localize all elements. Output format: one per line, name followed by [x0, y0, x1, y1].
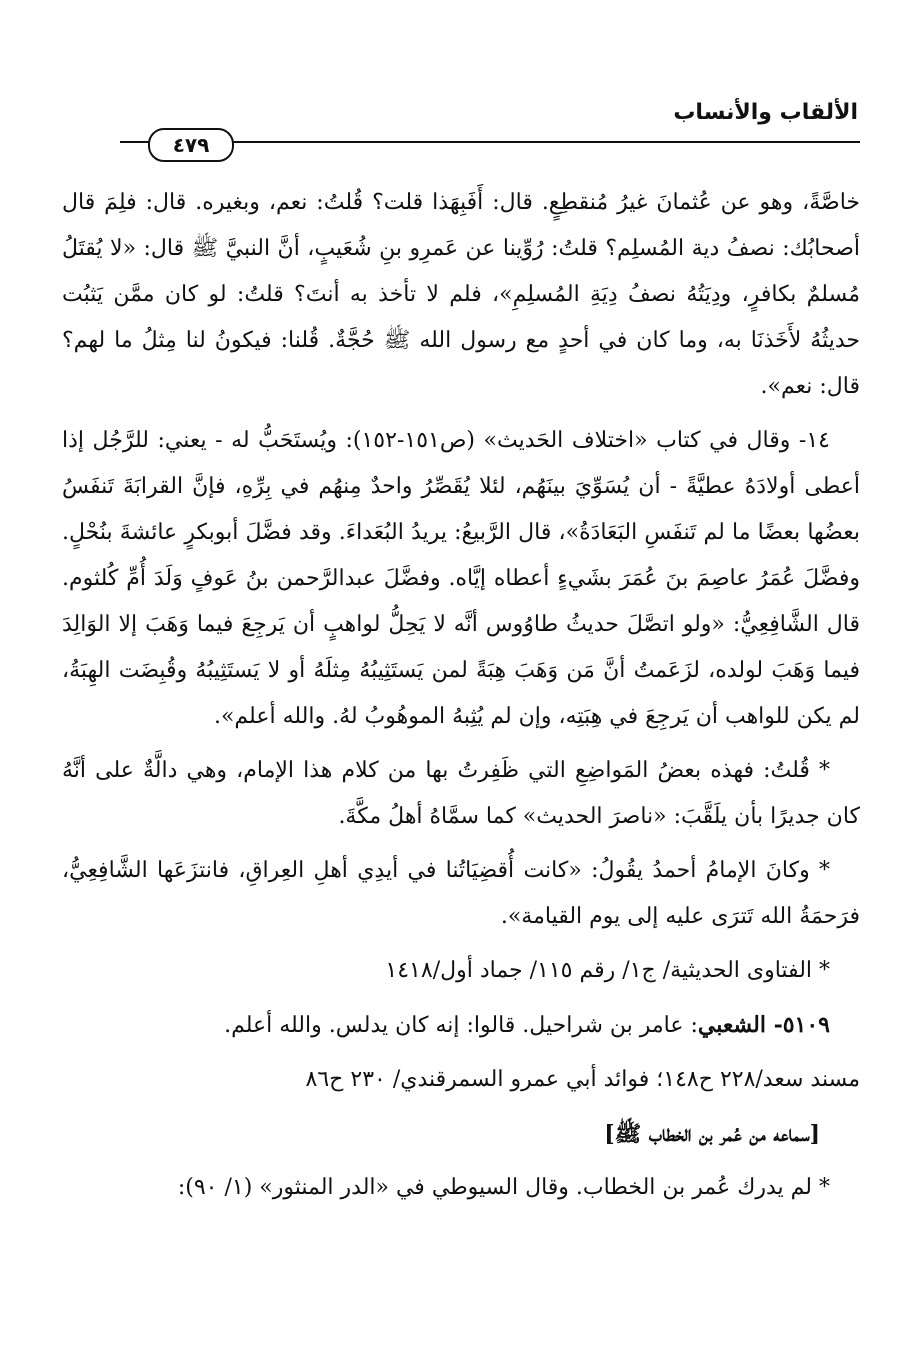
paragraph-2: ١٤- وقال في كتاب «اختلاف الحَديث» (ص١٥١-١٥٢): ويُستَحَبُّ له - يعني: للرَّجُل إذا أعطى أولادَهُ عطيَّةً - أن يُسَوِّيَ بينَهُم، لئلا يُقَصِّرُ واحدٌ مِنهُم في بِرِّهِ، فإنَّ القرابَةَ تَنفَسُ بعضُها بعضًا ما لم تَنفَسِ البَعَادَةُ»، قال الرَّبيعُ: يريدُ البُعَداءَ. وقد فضَّلَ أبوبكرٍ عائشةَ بنُحْلٍ. وفضَّلَ عُمَرُ عاصِمَ بنَ عُمَرَ بشَيءٍ أعطاه إيَّاه. وفضَّلَ عبدالرَّحمن بنُ عَوفٍ وَلَدَ أُمِّ كُلثوم. قال الشَّافِعِيُّ: «ولو اتصَّلَ حديثُ طاوُوس أنَّه لا يَحِلُّ لواهبٍ أن يَرجِعَ فيما وَهَبَ إلا الوَالِدَ فيما وَهَبَ لولده، لزَعَمتُ أنَّ مَن وَهَبَ هِبَةً لمن يَستَثِيبُهُ مِثلَهُ أو لا يَستَثِيبُهُ وقُبِضَت الهِبَةُ، لم يكن للواهب أن يَرجِعَ في هِبَتِه، وإن لم يُثِبهُ الموهُوبُ لهُ. والله أعلم». [62, 428, 860, 729]
page-number: ٤٧٩ [148, 128, 234, 162]
paragraph-5: * الفتاوى الحديثية/ ج١/ رقم ١١٥/ جماد أول/١٤١٨ [385, 958, 830, 983]
entry-paragraph [62, 1002, 860, 1049]
paragraph-4: * وكانَ الإمامُ أحمدُ يقُولُ: «كانت أُقضِيَاتُنا في أيدِي أهلِ العِراقِ، فانتزَعَها الشَّافِعِيُّ، فرَحمَةُ الله تَترَى عليه إلى يوم القيامة». [62, 858, 860, 929]
sources-line: مسند سعد/٢٢٨ ح١٤٨؛ فوائد أبي عمرو السمرقندي/ ٢٣٠ ح٨٦ [305, 1067, 860, 1092]
entry-text: : عامر بن شراحيل. قالوا: إنه كان يدلس. والله أعلم. [224, 1013, 698, 1038]
paragraph-3: * قُلتُ: فهذه بعضُ المَواضِعِ التي ظَفِرتُ بها من كلام هذا الإمام، وهي دالَّةٌ على أنَّهُ كان جديرًا بأن يلَقَّبَ: «ناصرَ الحديث» كما سمَّاهُ أهلُ مكَّةَ. [62, 758, 860, 829]
running-title: الألقاب والأنساب [673, 100, 858, 125]
body-text [62, 180, 860, 1219]
last-line: * لم يدرك عُمر بن الخطاب. وقال السيوطي في «الدر المنثور» (١/ ٩٠): [177, 1175, 830, 1200]
paragraph-1: خاصَّةً، وهو عن عُثمانَ غيرُ مُنقطِعٍ. قال: أَفَبِهَذا قلت؟ قُلتُ: نعم، وبغيره. قال: فلِمَ قال أصحابُك: نصفُ دية المُسلِم؟ قلتُ: رُوِّينا عن عَمرِو بنِ شُعَيبٍ، أنَّ النبيَّ ﷺ قال: «لا يُقتَلُ مُسلمٌ بكافرٍ، ودِيَتُهُ نصفُ دِيَةِ المُسلِمِ»، فلم لا تأخذ به أنتَ؟ قلتُ: لو كان ممَّن يَثبُت حديثُهُ لأَخَذنَا به، وما كان في أحدٍ مع رسول الله ﷺ حُجَّةٌ. قُلنا: فيكونُ لنا مِثلُ ما لهم؟ قال: نعم». [62, 190, 860, 399]
subheading: [سماعه من عُمر بن الخطاب ﷺ] [604, 1121, 820, 1147]
entry-name: الشعبي [697, 1012, 766, 1038]
entry-number: ٥١٠٩- [765, 1012, 830, 1038]
